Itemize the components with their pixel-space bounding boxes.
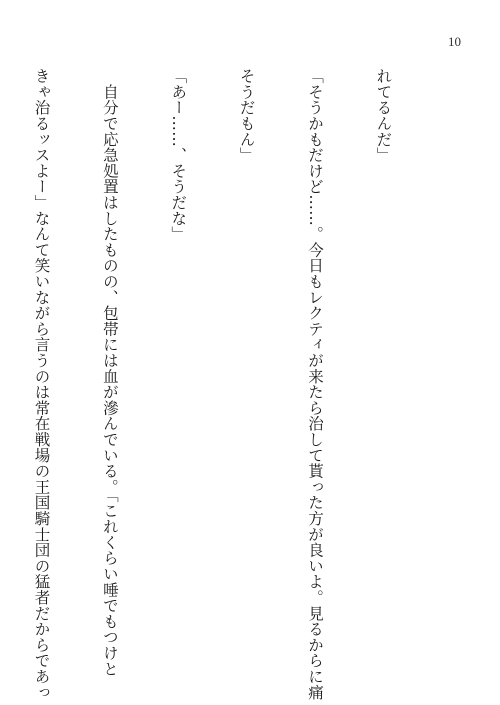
page-number: 10 [448, 34, 461, 49]
text-line: 「あー……、そうだな」 [169, 68, 188, 242]
vertical-text-body [0, 68, 440, 700]
text-line: 「そうかもだけど……。今日もレクティが来たら治して貰った方が良いよ。見るからに痛 [306, 68, 325, 700]
text-line: そうだもん」 [237, 68, 256, 163]
text-line: れてるんだ」 [374, 68, 393, 163]
text-line: 自分で応急処置はしたものの、包帯には血が滲んでいる。「これくらい唾でもつけと [100, 68, 119, 677]
text-line: きゃ治るッスよー」なんて笑いながら言うのは常在戦場の王国騎士団の猛者だからであっ [32, 68, 51, 700]
